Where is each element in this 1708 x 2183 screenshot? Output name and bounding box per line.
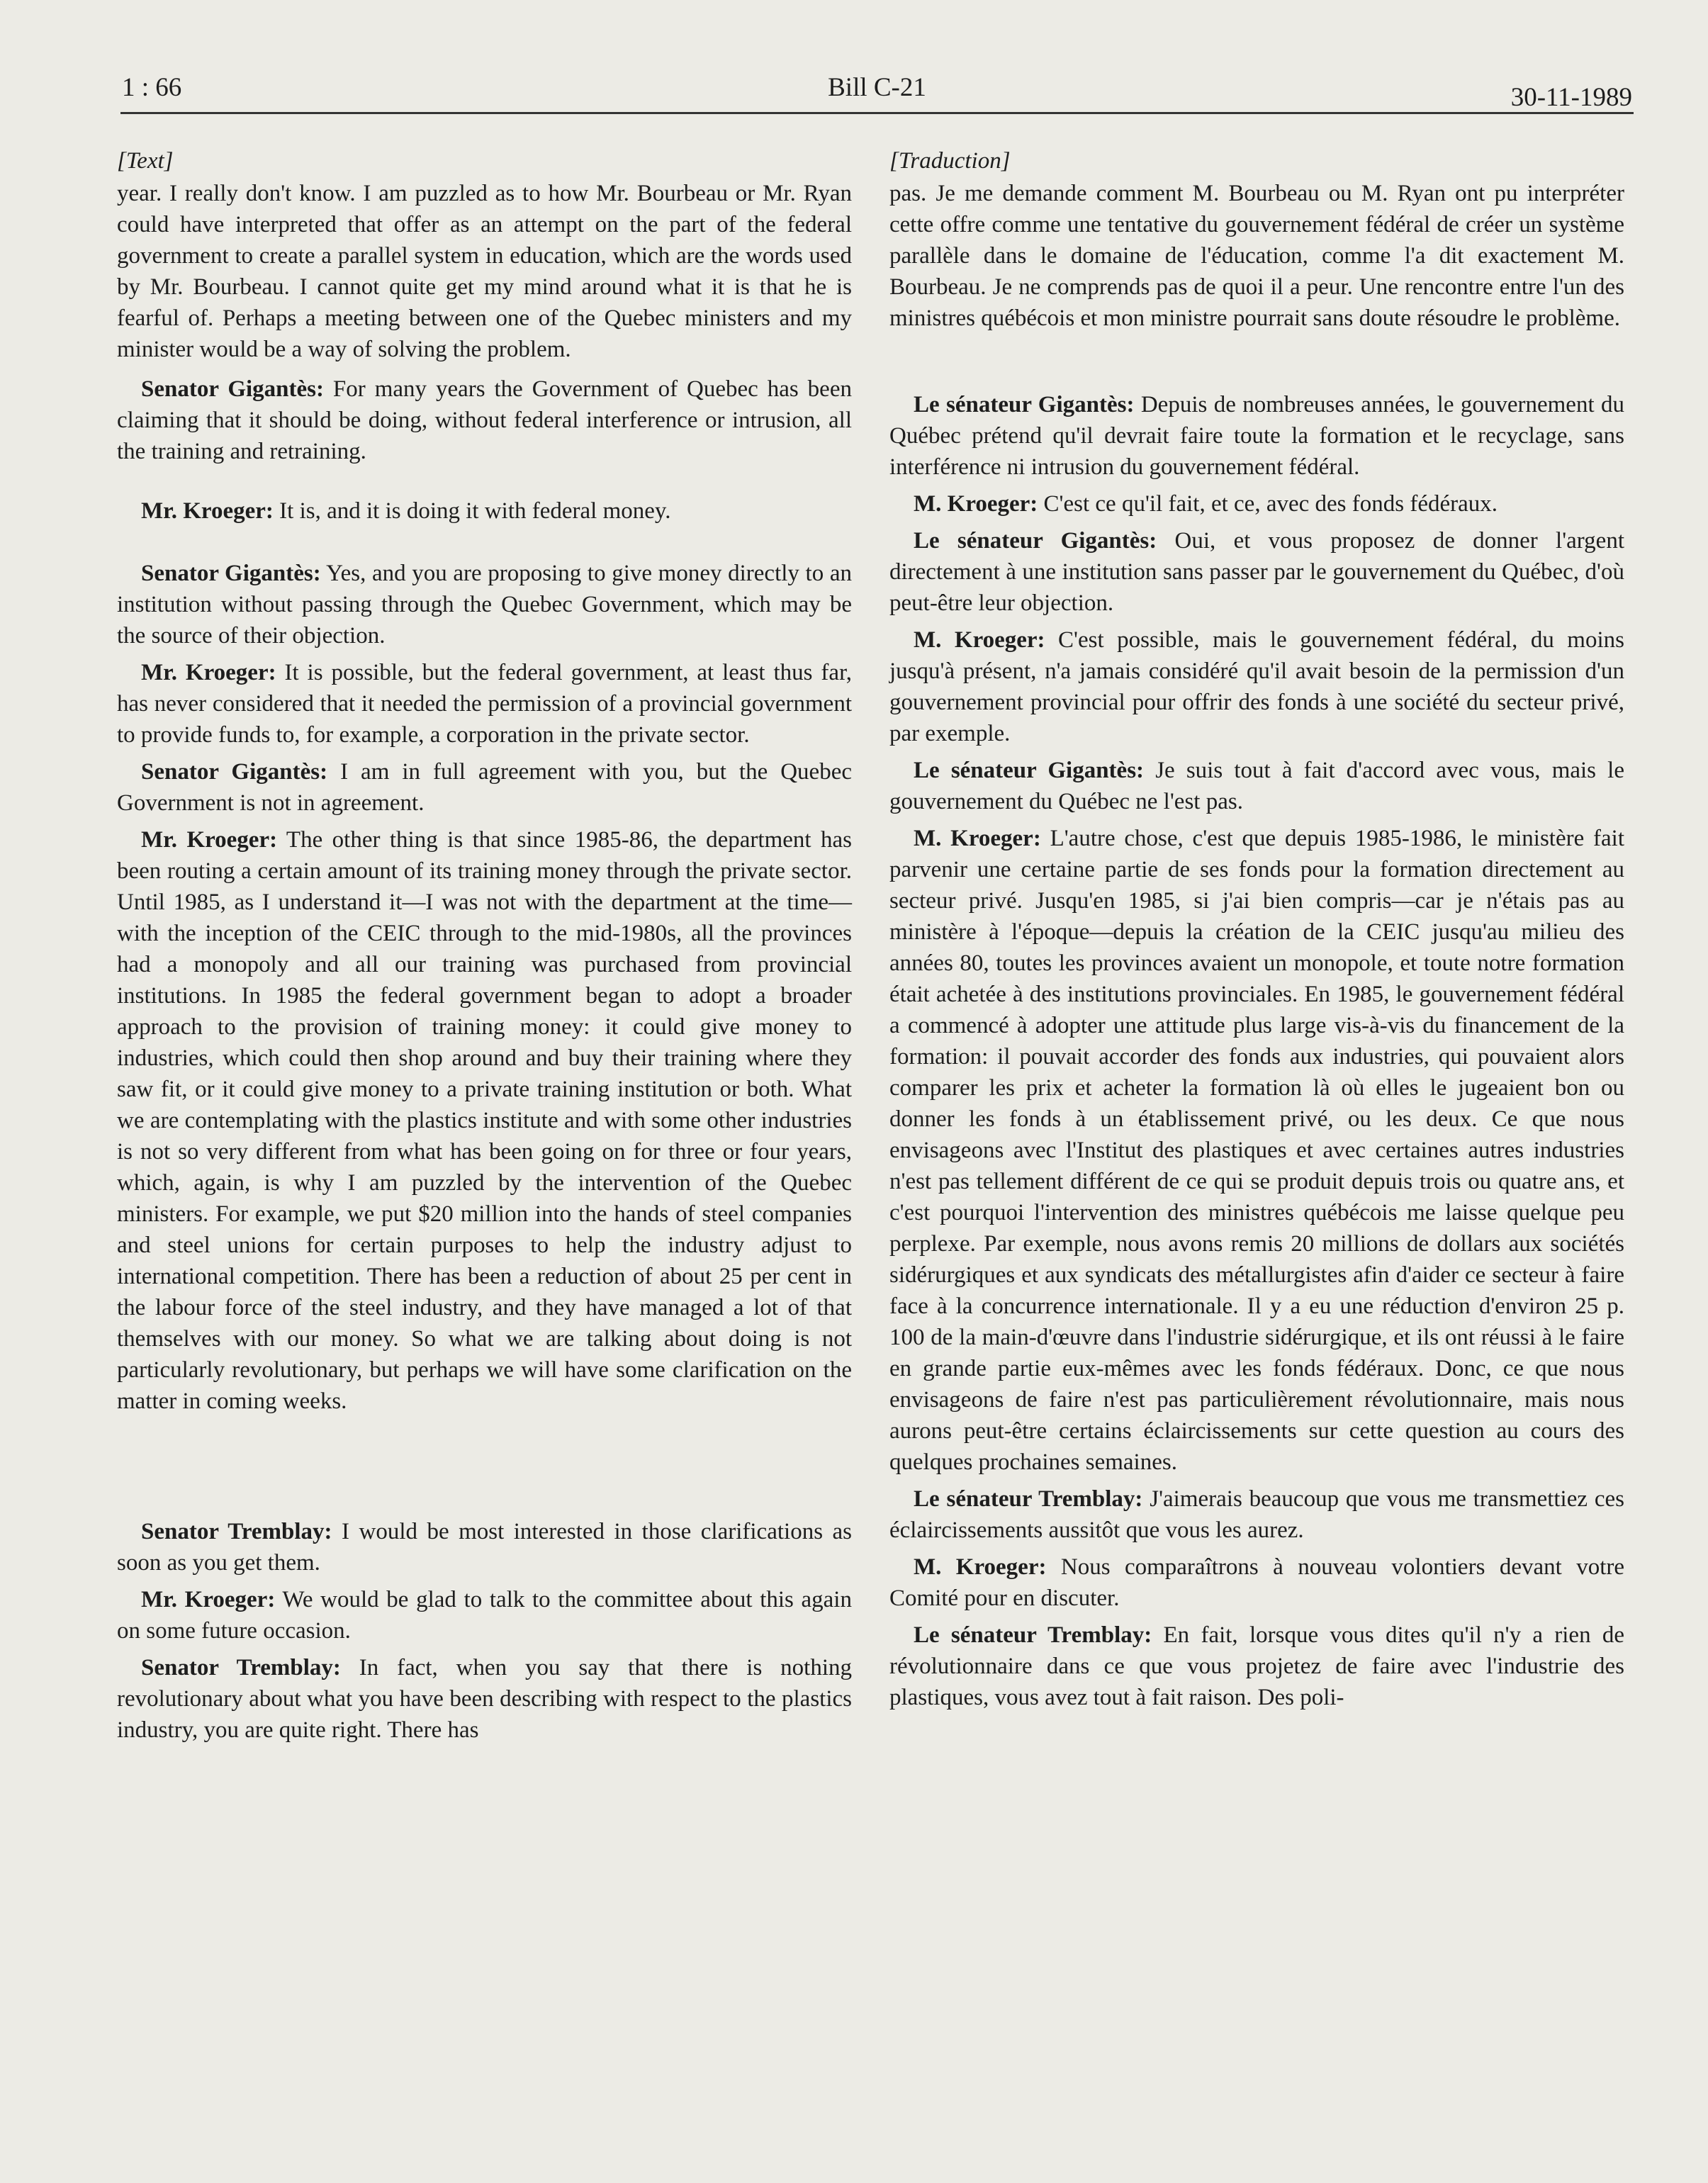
column-tag: [Traduction]	[889, 148, 1011, 174]
speaker-name: Le sénateur Gigantès:	[914, 392, 1135, 417]
page-number: 1 : 66	[122, 73, 182, 102]
column-tag: [Text]	[117, 148, 174, 174]
speech-text: J'aimerais beaucoup que vous me transmettiez ces éclaircissements aussitôt que vous les aurez.	[889, 1486, 1624, 1543]
speaker-name: Mr. Kroeger:	[141, 660, 276, 685]
speaker-paragraph	[889, 1551, 1624, 1614]
speech-text: pas. Je me demande comment M. Bourbeau ou M. Ryan ont pu interpréter cette offre comme une tentative du gouvernement fédéral de créer un système parallèle dans le domaine de l'éducation, comme l'a dit exactement M. Bourbeau. Je ne comprends pas de quoi il a peur. Une rencontre entre l'un des ministres québécois et mon ministre pourrait sans doute résoudre le problème.	[889, 181, 1624, 331]
speech-text: C'est ce qu'il fait, et ce, avec des fonds fédéraux.	[1038, 491, 1498, 517]
speaker-paragraph	[889, 389, 1624, 483]
speaker-paragraph	[889, 488, 1624, 520]
speech-text: I am in full agreement with you, but the Quebec Government is not in agreement.	[117, 759, 852, 816]
speech-text: En fait, lorsque vous dites qu'il n'y a rien de révolutionnaire dans ce que vous projetez de faire avec l'industrie des plastiques, vous avez tout à fait raison. Des poli-	[889, 1622, 1624, 1710]
speaker-paragraph	[117, 558, 852, 651]
continued-paragraph	[889, 178, 1624, 334]
speech-text: Je suis tout à fait d'accord avec vous, mais le gouvernement du Québec ne l'est pas.	[889, 758, 1624, 814]
speaker-name: Le sénateur Tremblay:	[914, 1622, 1152, 1648]
speaker-paragraph	[889, 525, 1624, 619]
speech-text: We would be glad to talk to the committee about this again on some future occasion.	[117, 1587, 852, 1644]
document-title: Bill C-21	[828, 73, 926, 102]
speaker-name: Senator Gigantès:	[141, 376, 324, 402]
speaker-paragraph	[117, 824, 852, 1417]
speaker-paragraph	[117, 374, 852, 467]
speaker-name: Senator Tremblay:	[141, 1655, 341, 1680]
speaker-paragraph	[117, 1652, 852, 1746]
speaker-name: Senator Gigantès:	[141, 759, 328, 785]
continued-paragraph	[117, 178, 852, 365]
speaker-name: Senator Tremblay:	[141, 1519, 332, 1544]
speech-text: Oui, et vous proposez de donner l'argent directement à une institution sans passer par le gouvernement du Québec, d'où peut-être leur objection.	[889, 528, 1624, 616]
speaker-paragraph	[889, 1483, 1624, 1546]
speech-text: It is possible, but the federal government, at least thus far, has never considered that it needed the permission of a provincial government to provide funds to, for example, a corporation in the private sector.	[117, 660, 852, 748]
speech-text: For many years the Government of Quebec has been claiming that it should be doing, without federal interference or intrusion, all the training and retraining.	[117, 376, 852, 464]
speaker-name: M. Kroeger:	[914, 627, 1045, 653]
document-date: 30-11-1989	[1510, 83, 1632, 112]
french-column	[889, 145, 1624, 1713]
speaker-name: M. Kroeger:	[914, 826, 1041, 851]
speech-text: It is, and it is doing it with federal money.	[273, 498, 671, 524]
speaker-paragraph	[889, 755, 1624, 817]
speaker-name: Senator Gigantès:	[141, 561, 321, 586]
speech-text: L'autre chose, c'est que depuis 1985-1986, le ministère fait parvenir une certaine partie de ses fonds pour la formation directement au secteur privé. Jusqu'en 1985, si j'ai bien compris—car je n'étais pas au ministère à l'époque—depuis la création de la CEIC jusqu'au milieu des années 80, toutes les provinces avaient un monopole, et toute notre formation était achetée à des institutions provinciales. En 1985, le gouvernement fédéral a commencé à adopter une attitude plus large vis-à-vis du financement de la formation: il pouvait accorder des fonds aux industries, qui pouvaient alors comparer les prix et acheter la formation là où elles le jugeaient bon ou donner les fonds à un établissement privé, ou les deux. Ce que nous envisageons avec l'Institut des plastiques et avec certaines autres industries n'est pas tellement différent de ce qui se produit depuis trois ou quatre ans, et c'est pourquoi l'intervention des ministres québécois me laisse quelque peu perplexe. Par exemple, nous avons remis 20 millions de dollars aux sociétés sidérurgiques et aux syndicats des métallurgistes afin d'aider ce secteur à faire face à la concurrence internationale. Il y a eu une réduction d'environ 25 p. 100 de la main-d'œuvre dans l'industrie sidérurgique, et ils ont réussi à le faire en grande partie eux-mêmes avec les fonds fédéraux. Donc, ce que nous envisageons de faire n'est pas particulièrement révolutionnaire, mais nous aurons peut-être certains éclaircissements sur cette question au cours des quelques prochaines semaines.	[889, 826, 1624, 1475]
speaker-paragraph	[889, 823, 1624, 1478]
speaker-name: Mr. Kroeger:	[141, 498, 274, 524]
running-header	[120, 71, 1634, 114]
speech-text: Yes, and you are proposing to give money directly to an institution without passing through the Quebec Government, which may be the source of their objection.	[117, 561, 852, 649]
speech-text: In fact, when you say that there is nothing revolutionary about what you have been describing with respect to the plastics industry, you are quite right. There has	[117, 1655, 852, 1743]
speaker-name: M. Kroeger:	[914, 491, 1038, 517]
speech-text: year. I really don't know. I am puzzled as to how Mr. Bourbeau or Mr. Ryan could have interpreted that offer as an attempt on the part of the federal government to create a parallel system in education, which are the words used by Mr. Bourbeau. I cannot quite get my mind around what it is that he is fearful of. Perhaps a meeting between one of the Quebec ministers and my minister would be a way of solving the problem.	[117, 181, 852, 362]
speech-text: The other thing is that since 1985-86, the department has been routing a certain amount of its training money through the private sector. Until 1985, as I understand it—I was not with the department at the time—with the inception of the CEIC through to the mid-1980s, all the provinces had a monopoly and all our training was purchased from provincial institutions. In 1985 the federal government began to adopt a broader approach to the provision of training money: it could give money to industries, which could then shop around and buy their training where they saw fit, or it could give money to a private training institution or both. What we are contemplating with the plastics institute and with some other industries is not so very different from what has been going on for three or four years, which, again, is why I am puzzled by the intervention of the Quebec ministers. For example, we put $20 million into the hands of steel companies and steel unions for certain purposes to help the industry adjust to international competition. There has been a reduction of about 25 per cent in the labour force of the steel industry, and they have managed a lot of that themselves with our money. So what we are talking about doing is not particularly revolutionary, but perhaps we will have some clarification on the matter in coming weeks.	[117, 827, 852, 1414]
speaker-paragraph	[117, 495, 852, 527]
speaker-paragraph	[889, 1620, 1624, 1713]
speaker-paragraph	[117, 1516, 852, 1578]
speaker-name: Mr. Kroeger:	[141, 827, 278, 853]
speech-text: I would be most interested in those clarifications as soon as you get them.	[117, 1519, 852, 1576]
speaker-name: Le sénateur Tremblay:	[914, 1486, 1143, 1512]
speaker-paragraph	[117, 657, 852, 751]
speaker-paragraph	[117, 1584, 852, 1646]
speech-text: C'est possible, mais le gouvernement fédéral, du moins jusqu'à présent, n'a jamais considéré qu'il avait besoin de la permission d'un gouvernement provincial pour offrir des fonds à une société du secteur privé, par exemple.	[889, 627, 1624, 746]
speech-text: Depuis de nombreuses années, le gouvernement du Québec prétend qu'il devrait faire toute la formation et le recyclage, sans interférence ni intrusion du gouvernement fédéral.	[889, 392, 1625, 480]
english-column	[117, 145, 852, 1746]
speaker-name: Mr. Kroeger:	[141, 1587, 276, 1612]
speaker-name: Le sénateur Gigantès:	[914, 528, 1157, 554]
speech-text: Nous comparaîtrons à nouveau volontiers devant votre Comité pour en discuter.	[889, 1554, 1624, 1611]
speaker-paragraph	[889, 624, 1624, 749]
speaker-name: M. Kroeger:	[914, 1554, 1047, 1580]
speaker-name: Le sénateur Gigantès:	[914, 758, 1145, 783]
speaker-paragraph	[117, 756, 852, 819]
